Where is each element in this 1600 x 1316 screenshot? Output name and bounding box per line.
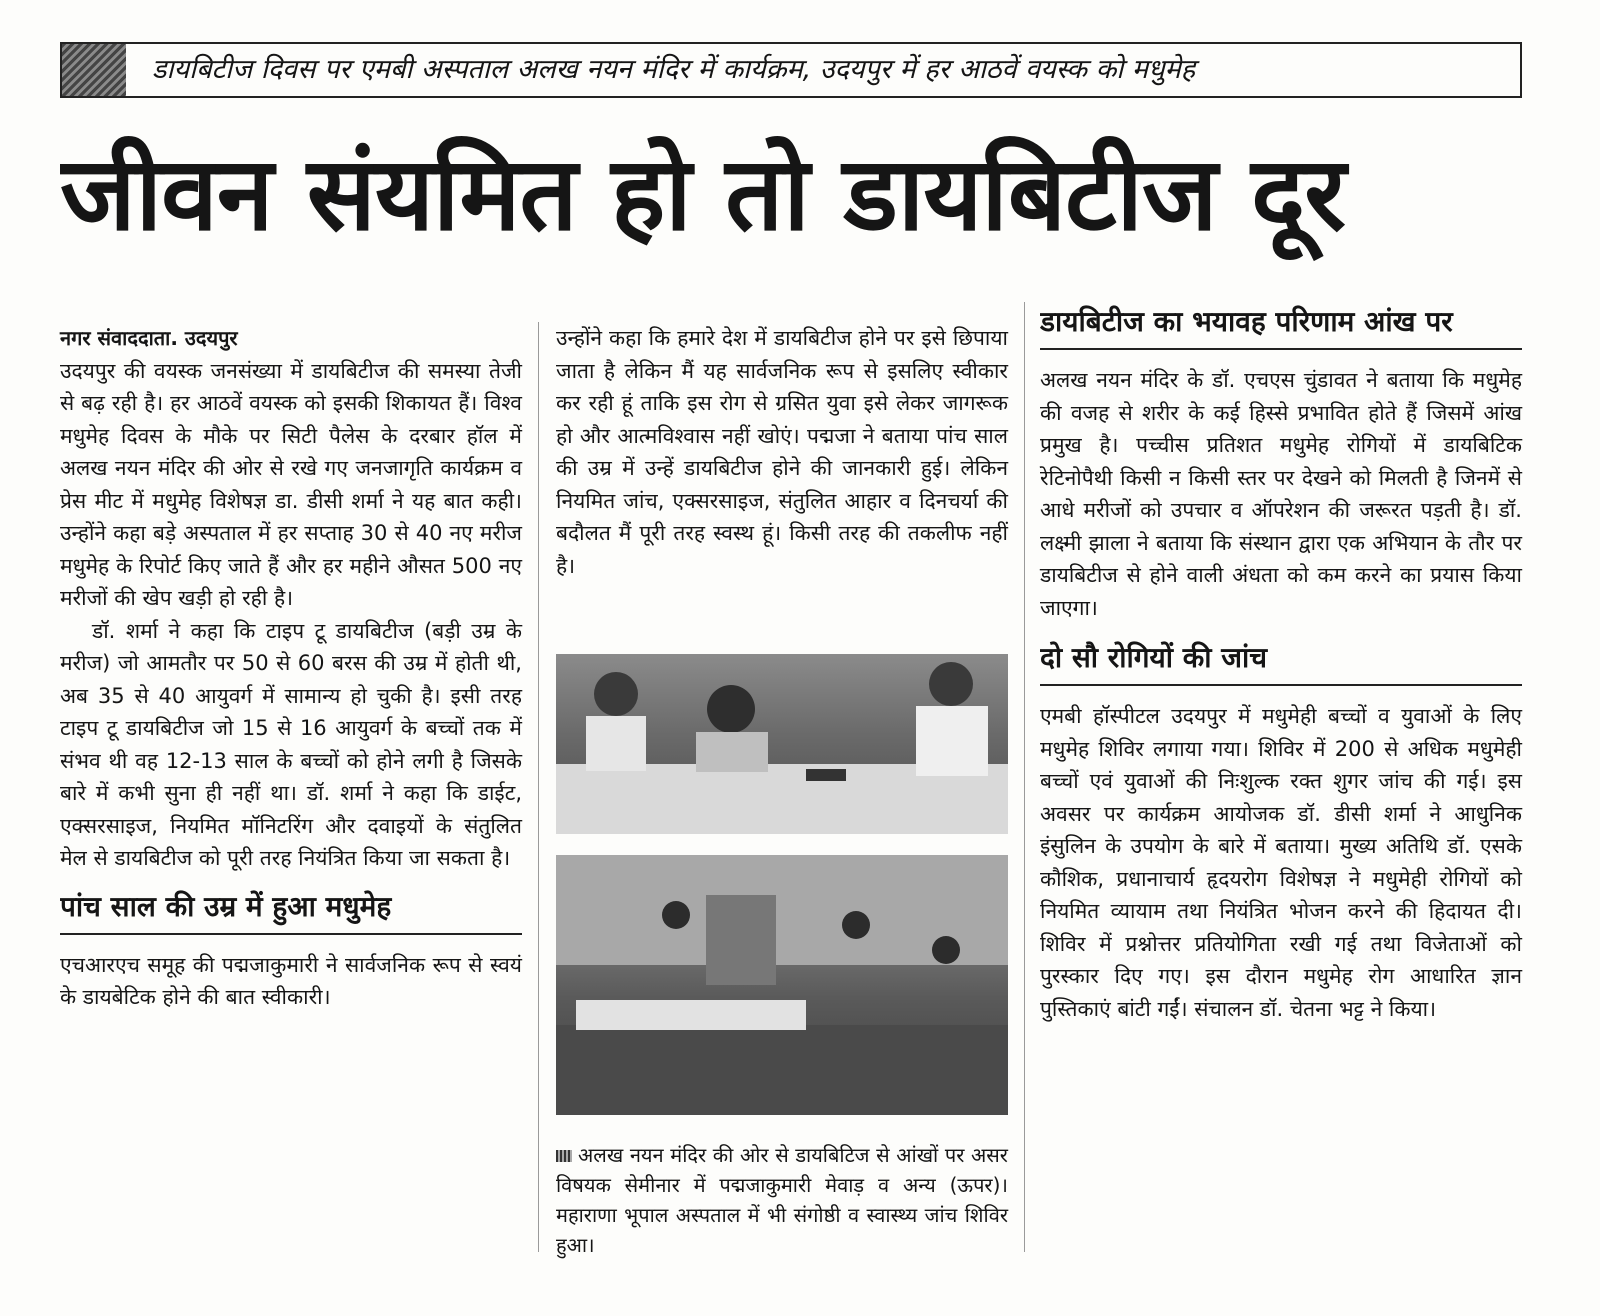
col1-paragraph-3: एचआरएच समूह की पद्मजाकुमारी ने सार्वजनिक रूप से स्वयं के डायबेटिक होने की बात स्वीकारी। — [60, 952, 522, 1009]
col1-subhead: पांच साल की उम्र में हुआ मधुमेह — [60, 887, 522, 935]
column-rule — [538, 322, 539, 1252]
col3-subhead-2: दो सौ रोगियों की जांच — [1040, 638, 1522, 686]
col3-paragraph-1: अलख नयन मंदिर के डॉ. एचएस चुंडावत ने बताया कि मधुमेह की वजह से शरीर के कई हिस्से प्रभावित होते हैं जिसमें आंख प्रमुख है। पच्चीस प्रतिशत मधुमेह रोगियों में डायबिटिक रेटिनोपैथी किसी न किसी स्तर पर देखने को मिलती है जिनमें से आधे मरीजों को उपचार व ऑपरेशन की जरूरत पड़ती है। डॉ. लक्ष्मी झाला ने बताया कि संस्थान द्वारा एक अभियान के तौर पर डायबिटीज से होने वाली अंधता को कम करने का प्रयास किया जाएगा। — [1040, 368, 1522, 620]
column-rule — [1024, 302, 1025, 1252]
person-3-body — [916, 706, 988, 776]
person-2-body — [696, 732, 768, 772]
column-3 — [1040, 302, 1522, 1025]
person-1-body — [586, 716, 646, 771]
crowd — [556, 1025, 1008, 1115]
photo-hospital-camp — [556, 855, 1008, 1115]
column-1 — [60, 322, 522, 1014]
photo-caption — [556, 1140, 1008, 1260]
person-1 — [594, 672, 638, 716]
photo-seminar-stage — [556, 654, 1008, 834]
person-2 — [707, 685, 755, 733]
person-standing — [932, 936, 960, 964]
col1-paragraph-2: डॉ. शर्मा ने कहा कि टाइप टू डायबिटीज (बड़ी उम्र के मरीज) जो आमतौर पर 50 से 60 बरस की उम्र में होती थी, अब 35 से 40 आयुवर्ग में सामान्य हो चुकी है। इसी तरह टाइप टू डायबिटीज जो 15 से 16 आयुवर्ग के बच्चों तक में संभव थी वह 12-13 साल के बच्चों को होने लगी है जिसके बारे में कभी सुना ही नहीं था। डॉ. शर्मा ने कहा कि डाईट, एक्सरसाइज, नियमित मॉनिटरिंग और दवाइयों के संतुलित मेल से डायबिटीज को पूरी तरह नियंत्रित किया जा सकता है। — [60, 618, 522, 870]
col3-paragraph-2: एमबी हॉस्पीटल उदयपुर में मधुमेही बच्चों व युवाओं के लिए मधुमेह शिविर लगाया गया। शिविर में 200 से अधिक मधुमेही बच्चों एवं युवाओं की निःशुल्क रक्त शुगर जांच की गई। इस अवसर पर कार्यक्रम आयोजक डॉ. डीसी शर्मा ने आधुनिक इंसुलिन के उपयोग के बारे में बताया। मुख्य अतिथि डॉ. एसके कौशिक, प्रधानाचार्य हृदयरोग विशेषज्ञ ने मधुमेही रोगियों को नियमित व्यायाम तथा नियंत्रित भोजन करने की हिदायत दी। शिविर में प्रश्नोत्तर प्रतियोगिता रखी गई तथा विजेताओं को पुरस्कार दिए गए। इस दौरान मधुमेह रोग आधारित ज्ञान पुस्तिकाएं बांटी गईं। संचालन डॉ. चेतना भट्ट ने किया। — [1040, 704, 1522, 1021]
col1-paragraph-1: उदयपुर की वयस्क जनसंख्या में डायबिटीज की समस्या तेजी से बढ़ रही है। हर आठवें वयस्क को इसकी शिकायत हैं। विश्व मधुमेह दिवस के मौके पर सिटी पैलेस के दरबार हॉल में अलख नयन मंदिर की ओर से रखे गए जनजागृति कार्यक्रम व प्रेस मीट में मधुमेह विशेषज्ञ डा. डीसी शर्मा ने यह बात कही। उन्होंने कहा बड़े अस्पताल में हर सप्ताह 30 से 40 नए मरीज मधुमेह के रिपोर्ट किए जाते हैं और हर महीने औसत 500 नए मरीजों की खेप खड़ी हो रही है। — [60, 358, 522, 610]
doorway — [706, 895, 776, 985]
person-standing — [842, 911, 870, 939]
col3-subhead-1: डायबिटीज का भयावह परिणाम आंख पर — [1040, 302, 1522, 350]
nameplate — [806, 769, 846, 781]
banner-cloth — [576, 1000, 806, 1030]
byline: नगर संवाददाता. उदयपुर — [60, 326, 238, 350]
column-2 — [556, 322, 1008, 582]
kicker-marker — [62, 44, 126, 96]
person-standing — [662, 901, 690, 929]
person-3 — [929, 662, 973, 706]
photo-hospital-camp-drawing — [556, 855, 1008, 1115]
caption-marker — [556, 1150, 572, 1162]
kicker-strip — [60, 42, 1522, 98]
col2-paragraph-1: उन्होंने कहा कि हमारे देश में डायबिटीज होने पर इसे छिपाया जाता है लेकिन मैं यह सार्वजनिक रूप से इसलिए स्वीकार कर रही हूं ताकि इस रोग से ग्रसित युवा इसे लेकर जागरूक हो और आत्मविश्वास नहीं खोएं। पद्मजा ने बताया पांच साल की उम्र में उन्हें डायबिटीज होने की जानकारी हुई। लेकिन नियमित जांच, एक्सरसाइज, संतुलित आहार व दिनचर्या की बदौलत मैं पूरी तरह स्वस्थ हूं। किसी तरह की तकलीफ नहीं है। — [556, 326, 1008, 578]
caption-text: अलख नयन मंदिर की ओर से डायबिटिज से आंखों पर असर विषयक सेमीनार में पद्मजाकुमारी मेवाड़ व अन्य (ऊपर)। महाराणा भूपाल अस्पताल में भी संगोष्ठी व स्वास्थ्य जांच शिविर हुआ। — [556, 1143, 1008, 1257]
photo-seminar-stage-drawing — [556, 654, 1008, 834]
kicker-text: डायबिटीज दिवस पर एमबी अस्पताल अलख नयन मंदिर में कार्यक्रम, उदयपुर में हर आठवें वयस्क को मधुमेह — [152, 54, 1196, 85]
headline: जीवन संयमित हो तो डायबिटीज दूर — [60, 135, 1345, 254]
